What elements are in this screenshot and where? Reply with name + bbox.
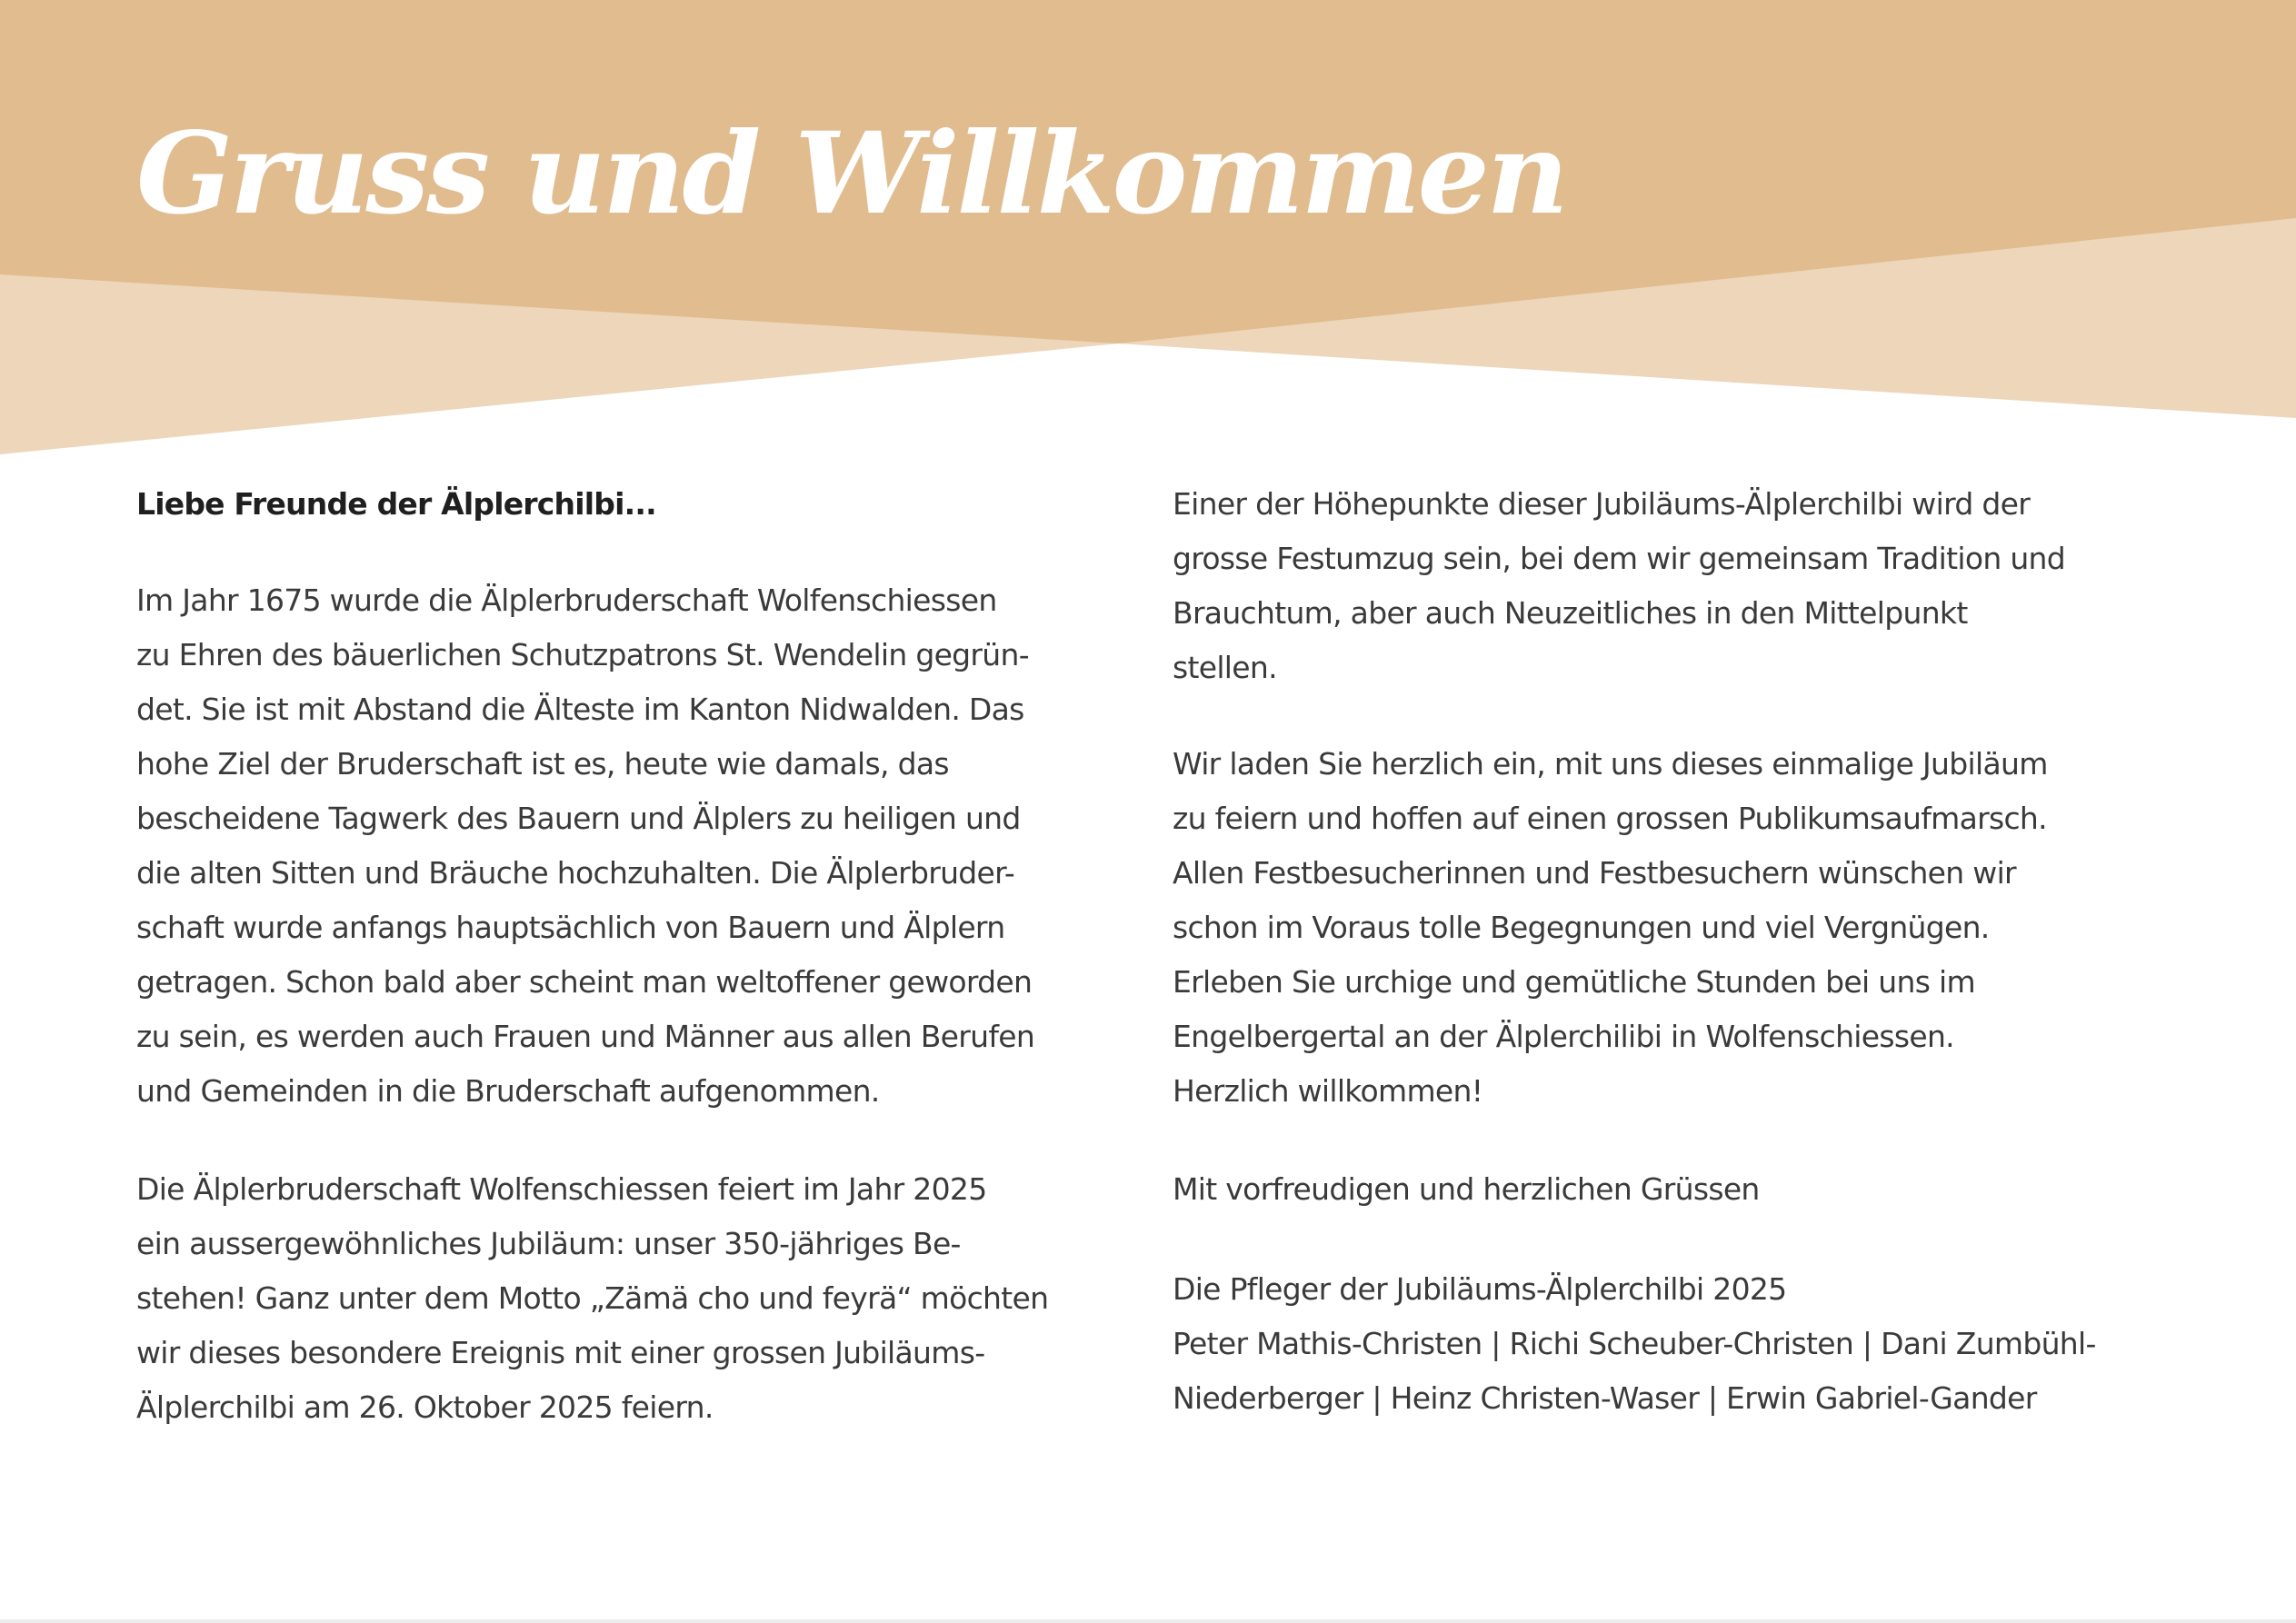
text-line: zu feiern und hoffen auf einen grossen Publikumsaufmarsch. — [1173, 801, 2047, 836]
text-line: Brauchtum, aber auch Neuzeitliches in den Mittelpunkt — [1173, 595, 1968, 631]
closing-line: Mit vorfreudigen und herzlichen Grüssen — [1173, 1171, 1760, 1207]
paragraph-spacer — [1173, 1119, 2163, 1162]
text-line: Wir laden Sie herzlich ein, mit uns dieses einmalige Jubiläum — [1173, 746, 2048, 782]
text-line: wir dieses besondere Ereignis mit einer grossen Jubiläums- — [136, 1335, 985, 1370]
jubilee-paragraph — [136, 1162, 1127, 1435]
text-line: Engelbergertal an der Älplerchilibi in Wolfenschiessen. — [1173, 1019, 1954, 1054]
signature-title: Die Pfleger der Jubiläums-Älplerchilbi 2025 — [1173, 1271, 1787, 1307]
text-line: Im Jahr 1675 wurde die Älplerbruderschaft Wolfenschiessen — [136, 582, 997, 618]
text-line: Erleben Sie urchige und gemütliche Stunden bei uns im — [1173, 964, 1975, 1000]
text-line: det. Sie ist mit Abstand die Älteste im Kanton Nidwalden. Das — [136, 692, 1024, 727]
text-line: schon im Voraus tolle Begegnungen und viel Vergnügen. — [1173, 910, 1990, 945]
paragraph-spacer — [136, 1119, 1127, 1162]
text-line: zu Ehren des bäuerlichen Schutzpatrons St. Wendelin gegrün- — [136, 637, 1029, 672]
text-line: zu sein, es werden auch Frauen und Männer aus allen Berufen — [136, 1019, 1035, 1054]
intro-paragraph — [136, 573, 1127, 1119]
signature-block — [1173, 1262, 2163, 1426]
signature-names: Peter Mathis-Christen | Richi Scheuber-Christen | Dani Zumbühl- — [1173, 1326, 2096, 1361]
salutation: Liebe Freunde der Älplerchilbi... — [136, 486, 656, 522]
signature-names: Niederberger | Heinz Christen-Waser | Erwin Gabriel-Gander — [1173, 1380, 2037, 1416]
text-line: schaft wurde anfangs hauptsächlich von Bauern und Älplern — [136, 910, 1005, 945]
right-column — [1173, 477, 2163, 1426]
text-line: getragen. Schon bald aber scheint man weltoffener geworden — [136, 964, 1033, 1000]
festumzug-paragraph — [1173, 477, 2163, 695]
text-line: die alten Sitten und Bräuche hochzuhalten. Die Älplerbruder- — [136, 855, 1015, 891]
invitation-paragraph — [1173, 737, 2163, 1119]
text-line: Die Älplerbruderschaft Wolfenschiessen feiert im Jahr 2025 — [136, 1171, 987, 1207]
paragraph-spacer — [1173, 695, 2163, 737]
page-bottom-edge — [0, 1619, 2296, 1623]
text-line: Allen Festbesucherinnen und Festbesuchern wünschen wir — [1173, 855, 2016, 891]
text-line: stehen! Ganz unter dem Motto „Zämä cho und feyrä“ möchten — [136, 1280, 1049, 1316]
text-line: Älplerchilbi am 26. Oktober 2025 feiern. — [136, 1389, 714, 1425]
text-line: stellen. — [1173, 650, 1277, 685]
paragraph-spacer — [136, 532, 1127, 573]
text-line: und Gemeinden in die Bruderschaft aufgenommen. — [136, 1073, 880, 1109]
paragraph-spacer — [1173, 1217, 2163, 1262]
text-line: ein aussergewöhnliches Jubiläum: unser 350-jähriges Be- — [136, 1226, 961, 1261]
text-line: bescheidene Tagwerk des Bauern und Älplers zu heiligen und — [136, 801, 1021, 836]
page-title: Gruss und Willkommen — [136, 108, 1566, 240]
text-line: hohe Ziel der Bruderschaft ist es, heute wie damals, das — [136, 746, 949, 782]
text-line: Einer der Höhepunkte dieser Jubiläums-Älplerchilbi wird der — [1173, 486, 2031, 522]
left-column — [136, 477, 1127, 1435]
text-line: grosse Festumzug sein, bei dem wir gemeinsam Tradition und — [1173, 541, 2065, 576]
text-line: Herzlich willkommen! — [1173, 1073, 1483, 1109]
